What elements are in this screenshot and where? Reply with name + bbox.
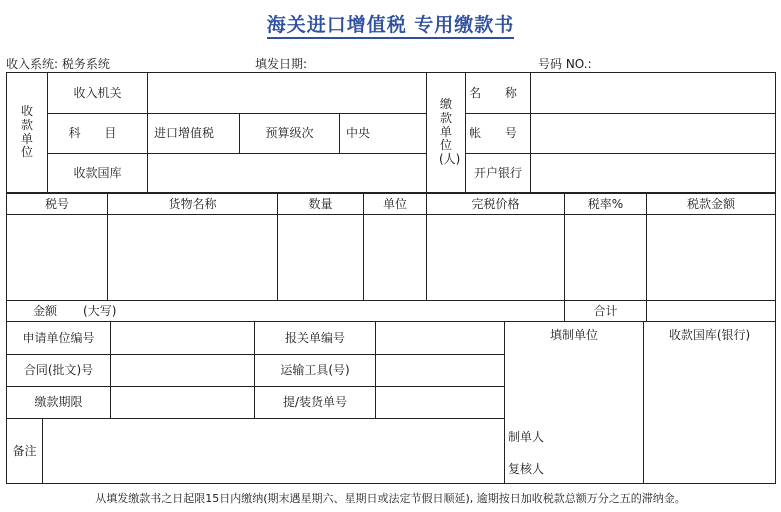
goods-cell-tax-amount (646, 214, 776, 301)
maker-label: 制单人 (508, 430, 545, 444)
collector-side-label (6, 72, 48, 193)
budget-level-value: 中央 (339, 113, 427, 154)
collector-side-text: 收款单位 (20, 103, 33, 160)
bill-of-lading-label: 提/装货单号 (254, 386, 376, 419)
payment-deadline-value (110, 386, 255, 419)
treasury-value (147, 153, 427, 193)
customs-declaration-no-label: 报关单编号 (254, 321, 376, 355)
payer-side-label (426, 72, 466, 193)
amount-label: 金额 (33, 303, 58, 318)
form-number: 号码 NO.: (538, 57, 592, 71)
customs-declaration-no-value (375, 321, 505, 355)
payer-name-label: 名 称 (465, 72, 531, 114)
remarks-value (42, 418, 505, 484)
subject-value: 进口增值税 (147, 113, 240, 154)
uppercase-label: (大写) (83, 303, 117, 318)
goods-header-name: 货物名称 (107, 193, 278, 215)
collector-authority-label: 收入机关 (47, 72, 148, 114)
payment-deadline-label: 缴款期限 (6, 386, 111, 419)
declaration-unit-no-value (110, 321, 255, 355)
payer-account-value (530, 113, 776, 154)
total-label: 合计 (564, 300, 647, 322)
budget-level-label: 预算级次 (239, 113, 340, 154)
goods-cell-name (107, 214, 278, 301)
contract-no-label: 合同(批文)号 (6, 354, 111, 387)
payer-bank-value (530, 153, 776, 193)
goods-cell-unit (363, 214, 427, 301)
declaration-unit-no-label: 申请单位编号 (6, 321, 111, 355)
bill-of-lading-value (375, 386, 505, 419)
payer-name-value (530, 72, 776, 114)
contract-no-value (110, 354, 255, 387)
goods-header-tax-no: 税号 (6, 193, 108, 215)
goods-header-quantity: 数量 (277, 193, 364, 215)
transport-value (375, 354, 505, 387)
subject-label: 科 目 (47, 113, 148, 154)
issuing-unit-label: 填制单位 (549, 328, 598, 342)
goods-header-tax-rate: 税率% (564, 193, 647, 215)
goods-header-unit: 单位 (363, 193, 427, 215)
goods-header-duty-paid-price: 完税价格 (426, 193, 565, 215)
form-title: 海关进口增值税 专用缴款书 (0, 10, 781, 37)
payer-account-label: 帐 号 (465, 113, 531, 154)
payer-bank-label: 开户银行 (465, 153, 531, 193)
goods-header-tax-amount: 税款金额 (646, 193, 776, 215)
footer-note: 从填发缴款书之日起限15日内缴纳(期末遇星期六、星期日或法定节假日顺延), 逾期按日加收税款总额万分之五的滞纳金。 (95, 492, 686, 505)
goods-cell-tax-rate (564, 214, 647, 301)
transport-label: 运输工具(号) (254, 354, 376, 387)
collector-authority-value (147, 72, 427, 114)
income-system: 收入系统: 税务系统 (6, 57, 110, 71)
amount-uppercase-row (6, 300, 565, 322)
goods-cell-quantity (277, 214, 364, 301)
total-value (646, 300, 776, 322)
remarks-label: 备注 (6, 418, 43, 484)
issue-date: 填发日期: (255, 57, 308, 71)
treasury-label: 收款国库 (47, 153, 148, 193)
treasury-bank-box (643, 321, 776, 484)
goods-cell-tax-no (6, 214, 108, 301)
reviewer-label: 复核人 (508, 462, 545, 476)
payer-side-text: 缴款单位(人) (439, 97, 461, 167)
treasury-bank-label: 收款国库(银行) (668, 328, 751, 342)
goods-cell-duty-paid-price (426, 214, 565, 301)
